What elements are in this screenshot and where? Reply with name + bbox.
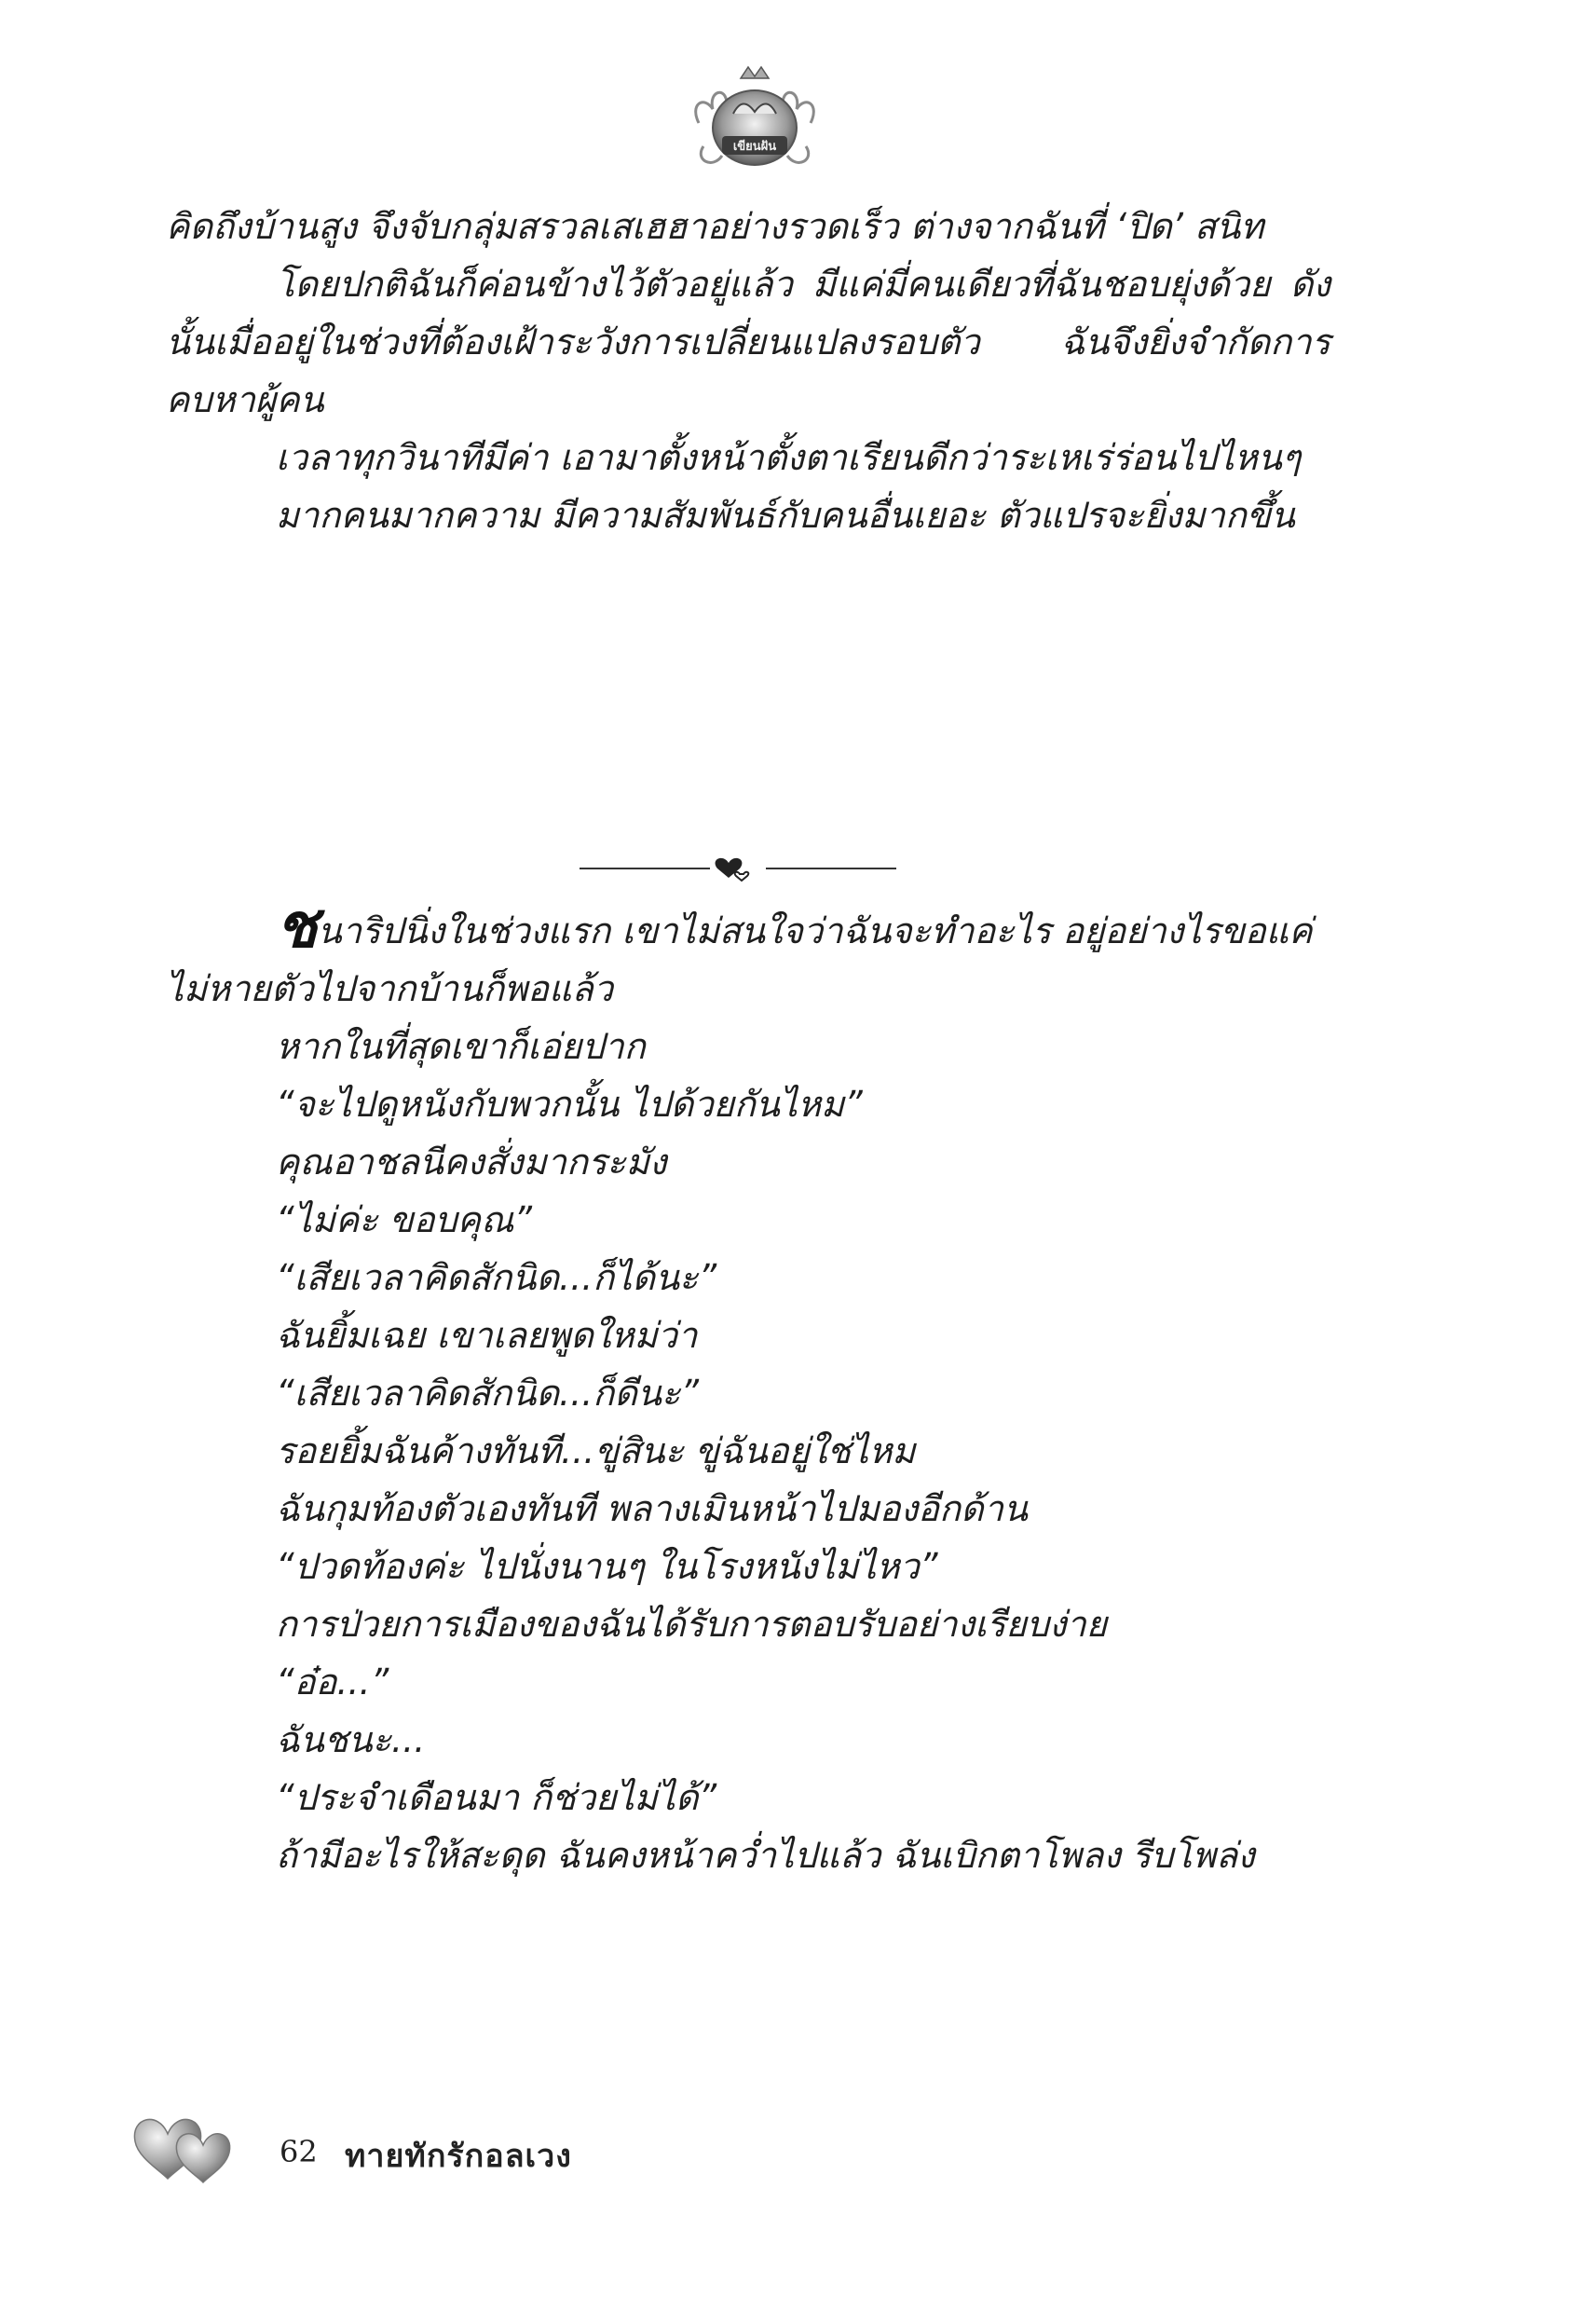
paragraph-2: โดยปกติฉันก็ค่อนข้างไว้ตัวอยู่แล้ว มีแค่มี่คนเดียวที่ฉันชอบยุ่งด้วย ดังนั้นเมื่ออยู่ในช่วงที่ต้องเฝ้าระวังการเปลี่ยนแปลงรอบตัว ฉันจึงยิ่งจำกัดการคบหาผู้คน xyxy=(166,264,1330,420)
section-2-body xyxy=(166,889,1330,1884)
dropcap-letter: ช xyxy=(276,889,318,962)
text-line: ฉันชนะ... xyxy=(276,1719,426,1760)
text-line: “ไม่ค่ะ ขอบคุณ” xyxy=(276,1199,533,1240)
text-line: รอยยิ้มฉันค้างทันที...ขู่สินะ ขู่ฉันอยู่ใช่ไหม xyxy=(276,1430,916,1471)
text-line: ฉันกุมท้องตัวเองทันที พลางเมินหน้าไปมองอีกด้าน xyxy=(276,1488,1028,1529)
paragraph-4: มากคนมากความ มีความสัมพันธ์กับคนอื่นเยอะ ตัวแปรจะยิ่งมากขึ้น xyxy=(276,495,1295,536)
text-line: “อ๋อ...” xyxy=(276,1661,389,1702)
book-title: ทายทักรักอลเวง xyxy=(345,2138,572,2175)
text-line: การป่วยการเมืองของฉันได้รับการตอบรับอย่างเรียบง่าย xyxy=(276,1604,1108,1645)
page-footer xyxy=(130,2106,783,2190)
dropcap-paragraph-text: นาริปนิ่งในช่วงแรก เขาไม่สนใจว่าฉันจะทำอะไร อยู่อย่างไรขอแค่ไม่หายตัวไปจากบ้านก็พอแล้ว xyxy=(166,910,1313,1009)
text-line: หากในที่สุดเขาก็เอ่ยปาก xyxy=(276,1026,646,1067)
text-line: “เสียเวลาคิดสักนิด...ก็ได้นะ” xyxy=(276,1257,717,1298)
text-line: ฉันยิ้มเฉย เขาเลยพูดใหม่ว่า xyxy=(276,1315,698,1356)
text-line: ถ้ามีอะไรให้สะดุด ฉันคงหน้าคว่ำไปแล้ว ฉันเบิกตาโพลง รีบโพล่ง xyxy=(276,1835,1255,1876)
section-divider xyxy=(580,850,896,887)
text-line: “ประจำเดือนมา ก็ช่วยไม่ได้” xyxy=(276,1777,717,1818)
heart-divider-icon xyxy=(716,858,743,878)
hearts-icon xyxy=(130,2106,242,2190)
logo-text: เขียนฝัน xyxy=(732,140,777,154)
page-number: 62 xyxy=(280,2134,318,2169)
paragraph-1: คิดถึงบ้านสูง จึงจับกลุ่มสรวลเสเฮฮาอย่างรวดเร็ว ต่างจากฉันที่ ‘ปิด’ สนิท xyxy=(166,206,1264,247)
text-line: “ปวดท้องค่ะ ไปนั่งนานๆ ในโรงหนังไม่ไหว” xyxy=(276,1546,938,1587)
text-line: “จะไปดูหนังกับพวกนั้น ไปด้วยกันไหม” xyxy=(276,1084,863,1125)
paragraph-3: เวลาทุกวินาทีมีค่า เอามาตั้งหน้าตั้งตาเรียนดีกว่าระเหเร่ร่อนไปไหนๆ xyxy=(276,437,1302,478)
publisher-logo xyxy=(685,58,825,179)
paragraph-dropcap xyxy=(166,889,1330,1018)
text-line: “เสียเวลาคิดสักนิด...ก็ดีนะ” xyxy=(276,1373,700,1414)
section-1-body xyxy=(166,198,1330,544)
text-line: คุณอาชลนีคงสั่งมากระมัง xyxy=(276,1142,667,1183)
